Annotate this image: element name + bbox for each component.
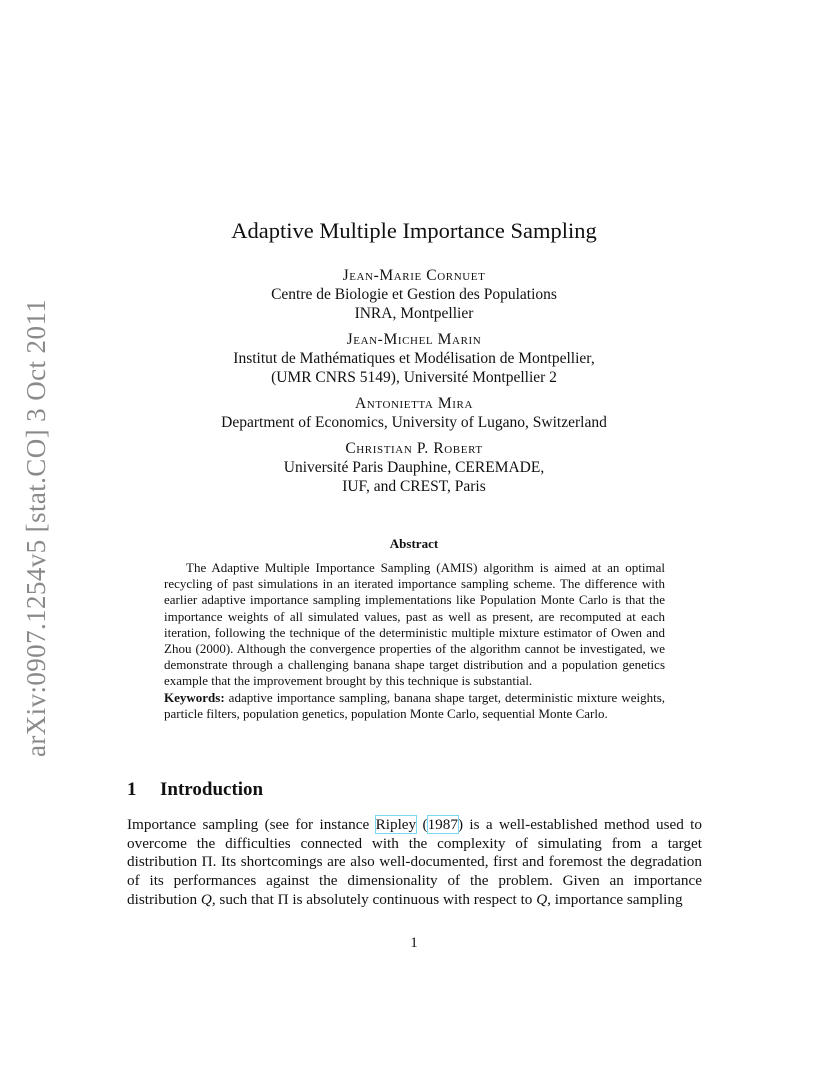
author-affiliation: INRA, Montpellier: [354, 305, 474, 322]
citation-link-year[interactable]: 1987: [427, 816, 458, 833]
intro-paragraph: [127, 816, 702, 910]
author-block: [0, 330, 828, 387]
abstract-heading: Abstract: [389, 536, 439, 551]
citation-link-author[interactable]: Ripley: [375, 816, 417, 833]
keywords-label: Keywords:: [164, 689, 225, 705]
keywords-text: adaptive importance sampling, banana shape target, deterministic mixture weights, particle filters, population genetics, population Monte Carlo, sequential Monte Carlo.: [164, 689, 666, 721]
author-name: Jean-Marie Cornuet: [342, 267, 486, 284]
author-name: Antonietta Mira: [354, 395, 474, 412]
intro-text: [127, 816, 702, 910]
intro-text-part: Importance sampling (see for instance: [127, 816, 376, 833]
page-number: 1: [410, 935, 418, 951]
paper-title: Adaptive Multiple Importance Sampling: [231, 218, 597, 243]
math-variable: Q: [200, 890, 212, 908]
author-list: [0, 266, 828, 503]
author-block: [0, 266, 828, 323]
author-affiliation: Department of Economics, University of Lugano, Switzerland: [221, 414, 607, 431]
author-affiliation: IUF, and CREST, Paris: [342, 478, 486, 495]
section-heading: [127, 778, 263, 802]
author-affiliation: Centre de Biologie et Gestion des Populations: [271, 286, 557, 303]
section-title: Introduction: [160, 779, 264, 800]
intro-text-part: , importance sampling: [547, 890, 683, 908]
math-variable: Q: [536, 890, 548, 908]
author-affiliation: Institut de Mathématiques et Modélisation de Montpellier,: [233, 350, 595, 367]
keywords-paragraph: [164, 690, 665, 722]
arxiv-identifier-stamp: arXiv:0907.1254v5 [stat.CO] 3 Oct 2011: [21, 298, 51, 757]
author-affiliation: (UMR CNRS 5149), Université Montpellier 2: [271, 369, 557, 386]
intro-text-part: (: [416, 816, 428, 833]
author-block: [0, 394, 828, 432]
intro-text-part: ) is a well-established method used to overcome the difficulties connected with the complexity of simulating from a target distribution Π. Its shortcomings are also well-documented, first and foremost the degradation of its performances against the dimensionality of the problem. Given an importance distribution: [127, 816, 702, 908]
author-name: Christian P. Robert: [345, 440, 483, 457]
abstract-body: [164, 560, 665, 722]
abstract-text: The Adaptive Multiple Importance Sampling (AMIS) algorithm is aimed at an optimal recycling of past simulations in an iterated importance sampling scheme. The difference with earlier adaptive importance sampling implementations like Population Monte Carlo is that the importance weights of all simulated values, past as well as present, are recomputed at each iteration, following the technique of the deterministic multiple mixture estimator of Owen and Zhou (2000). Although the convergence properties of the algorithm cannot be investigated, we demonstrate through a challenging banana shape target distribution and a population genetics example that the improvement brought by this technique is substantial.: [164, 560, 665, 689]
author-block: [0, 439, 828, 496]
section-number: 1: [127, 779, 137, 800]
author-affiliation: Université Paris Dauphine, CEREMADE,: [283, 459, 545, 476]
intro-text-part: , such that Π is absolutely continuous with respect to: [211, 890, 537, 908]
author-name: Jean-Michel Marin: [346, 331, 482, 348]
